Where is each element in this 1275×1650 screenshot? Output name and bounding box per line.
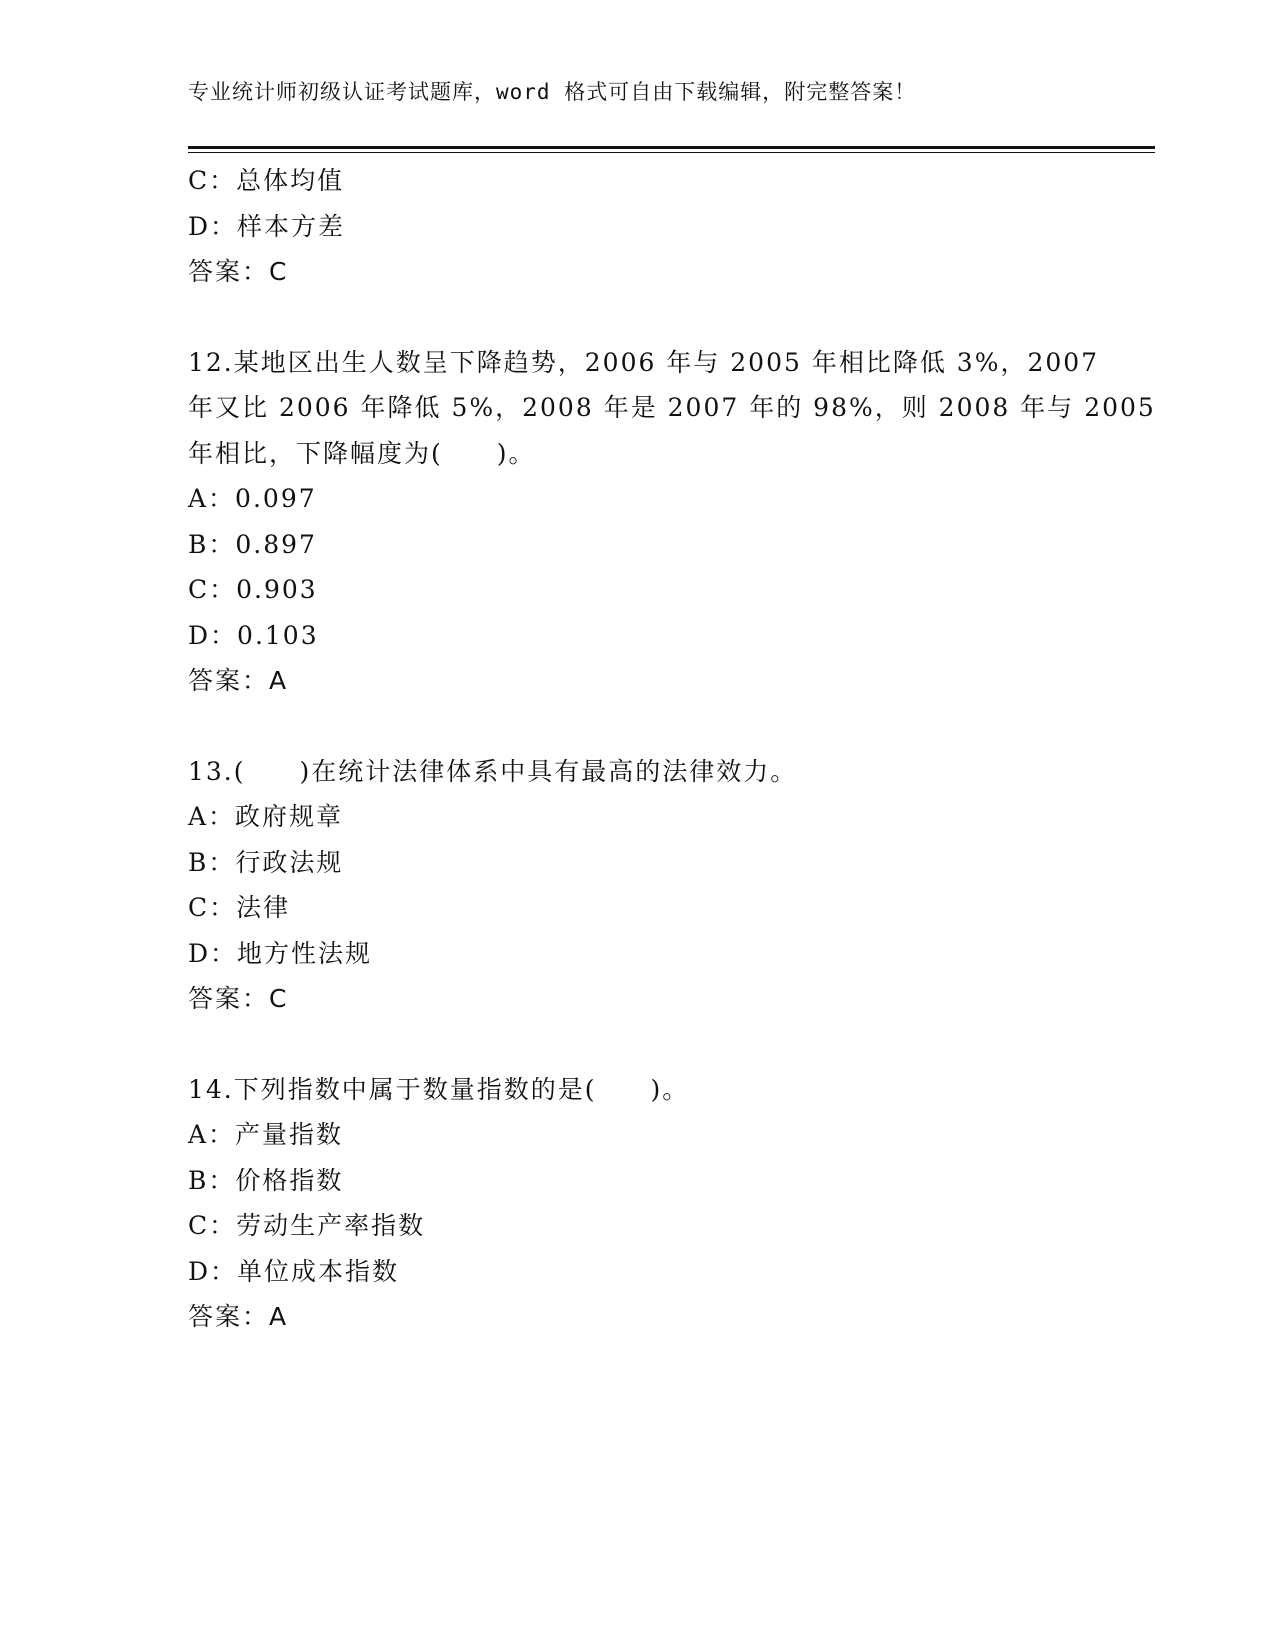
option-a: A：政府规章: [188, 802, 344, 831]
option-b: B：价格指数: [188, 1165, 344, 1195]
question-stem-line: 年又比 2006 年降低 5%，2008 年是 2007 年的 98%，则 2008 年与 2005: [188, 393, 1156, 422]
spacer: [188, 1022, 1118, 1067]
option-c: C：0.903: [188, 575, 318, 604]
page-header: 专业统计师初级认证考试题库，word 格式可自由下载编辑，附完整答案！: [188, 80, 917, 104]
spacer: [188, 295, 1118, 340]
question-content: [188, 158, 1156, 1340]
spacer: [188, 704, 1118, 749]
option-d: D：单位成本指数: [188, 1256, 400, 1286]
answer-line: 答案：C: [188, 984, 289, 1013]
question-stem-line: 14.下列指数中属于数量指数的是( )。: [188, 1074, 690, 1104]
question-block-13: [188, 749, 1118, 1022]
option-a: A：产量指数: [188, 1120, 344, 1149]
question-stem-line: 年相比，下降幅度为( )。: [188, 438, 536, 468]
answer-line: 答案：C: [188, 257, 289, 286]
header-divider: [188, 146, 1155, 153]
answer-line: 答案：A: [188, 666, 289, 695]
option-c: C：劳动生产率指数: [188, 1211, 426, 1240]
question-stem-line: 12.某地区出生人数呈下降趋势，2006 年与 2005 年相比降低 3%，2007: [188, 347, 1100, 377]
question-block-14: [188, 1067, 1118, 1340]
option-d: D：地方性法规: [188, 938, 373, 968]
option-a: A：0.097: [188, 484, 317, 513]
prev-question-block: [188, 158, 1118, 295]
option-b: B：行政法规: [188, 847, 344, 877]
question-stem-line: 13.( )在统计法律体系中具有最高的法律效力。: [188, 756, 798, 786]
option-c: C：法律: [188, 893, 291, 922]
option-b: B：0.897: [188, 529, 317, 559]
option-d: D：样本方差: [188, 211, 346, 241]
question-block-12: [188, 340, 1156, 704]
answer-line: 答案：A: [188, 1302, 289, 1331]
option-d: D：0.103: [188, 620, 319, 650]
option-c: C：总体均值: [188, 166, 345, 195]
